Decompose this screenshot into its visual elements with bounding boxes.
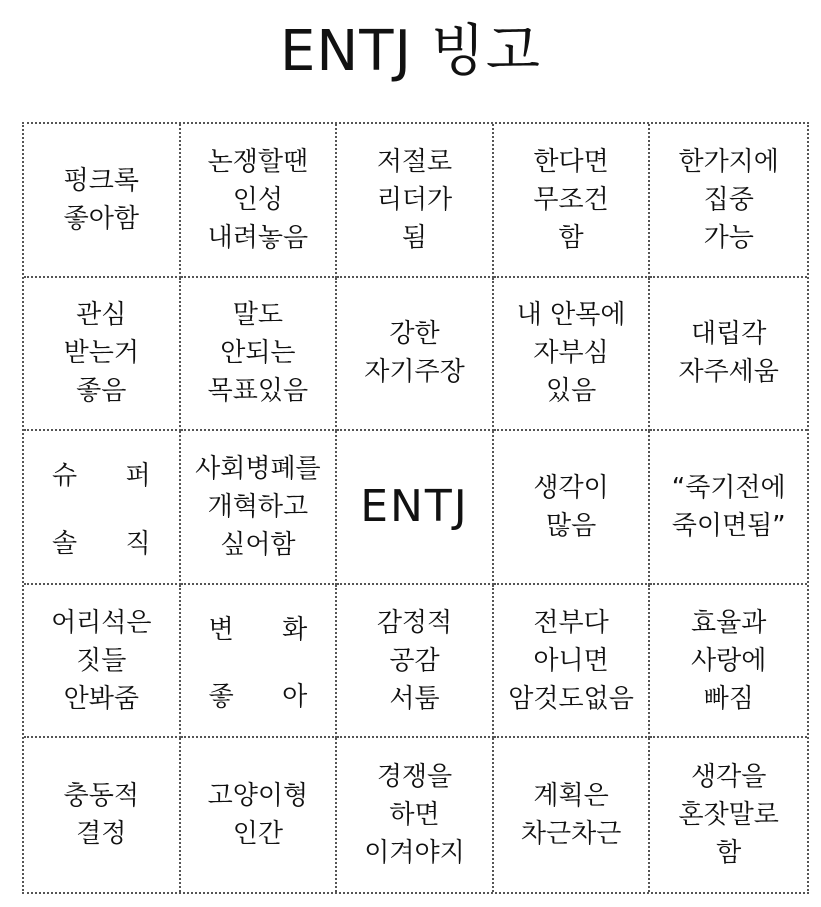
cell-text: 말도: [232, 300, 283, 331]
bingo-cell[interactable]: [337, 278, 494, 432]
cell-text: 이겨야지: [364, 838, 465, 869]
cell-text: 리더가: [376, 184, 453, 215]
cell-text: 안되는: [220, 338, 296, 369]
cell-text: 함: [558, 222, 584, 253]
bingo-cell[interactable]: [24, 124, 181, 278]
cell-text: 안봐줌: [63, 683, 139, 714]
bingo-cell[interactable]: [181, 124, 338, 278]
cell-text: 생각을: [691, 762, 767, 793]
cell-text: 좋음: [76, 376, 127, 407]
bingo-cell[interactable]: [337, 738, 494, 892]
cell-text: 서툼: [389, 683, 440, 714]
bingo-cell[interactable]: [650, 431, 807, 585]
cell-text: 감정적: [376, 607, 453, 638]
cell-text: 가능: [703, 222, 754, 253]
page-title: ENTJ 빙고: [280, 19, 541, 84]
cell-text: 좋: [208, 682, 234, 713]
bingo-cell[interactable]: [181, 738, 338, 892]
bingo-cell[interactable]: [337, 585, 494, 739]
cell-text: 경쟁을: [376, 762, 453, 793]
cell-text: ENTJ: [360, 480, 469, 532]
cell-text: 있음: [545, 376, 597, 407]
cell-text: 한가지에: [678, 146, 779, 177]
bingo-cell[interactable]: [650, 124, 807, 278]
bingo-cell[interactable]: [650, 585, 807, 739]
bingo-cell[interactable]: [337, 124, 494, 278]
cell-text: 집중: [703, 184, 754, 215]
cell-text: 화: [282, 614, 308, 645]
cell-text: 사랑에: [691, 645, 767, 676]
cell-text: 받는거: [63, 338, 139, 369]
bingo-cell[interactable]: [181, 431, 338, 585]
cell-text: 함: [716, 838, 742, 869]
cell-text: 아니면: [533, 645, 609, 676]
bingo-cell[interactable]: [24, 738, 181, 892]
cell-text: 아: [282, 682, 308, 713]
cell-text: 사회병폐를: [195, 453, 321, 484]
cell-text: 전부다: [533, 607, 609, 638]
cell-text: 충동적: [63, 781, 139, 812]
bingo-cell[interactable]: [494, 431, 651, 585]
cell-text: 어리석은: [51, 607, 152, 638]
bingo-cell[interactable]: [494, 278, 651, 432]
cell-text: “죽기전에: [671, 472, 786, 503]
cell-text: 강한: [389, 319, 440, 350]
cell-text: 자주세움: [678, 357, 779, 388]
cell-text: 내려놓음: [207, 222, 309, 253]
cell-text: 하면: [389, 800, 440, 831]
cell-text: 짓들: [76, 645, 127, 676]
bingo-cell[interactable]: [494, 585, 651, 739]
cell-text: 암것도없음: [508, 683, 634, 714]
cell-text: 논쟁할땐: [207, 146, 309, 177]
cell-text: 계획은: [533, 781, 609, 812]
cell-text: 생각이: [533, 472, 609, 503]
cell-text: 저절로: [376, 146, 453, 177]
bingo-cell[interactable]: [494, 738, 651, 892]
cell-text: 대립각: [691, 319, 767, 350]
bingo-cell[interactable]: [494, 124, 651, 278]
cell-text: 죽이면됨”: [671, 510, 786, 541]
cell-text: 슈: [52, 461, 78, 492]
cell-text: 공감: [389, 645, 440, 676]
cell-text: 자기주장: [364, 357, 465, 388]
cell-text: 솔: [52, 528, 78, 559]
bingo-cell[interactable]: [181, 278, 338, 432]
cell-text: 목표있음: [207, 376, 309, 407]
cell-text: 결정: [76, 819, 127, 850]
cell-text: 한다면: [533, 146, 609, 177]
cell-text: 관심: [76, 300, 127, 331]
cell-text: 변: [208, 614, 234, 645]
bingo-cell[interactable]: [24, 431, 181, 585]
cell-text: 차근차근: [520, 819, 622, 850]
bingo-cell[interactable]: [24, 278, 181, 432]
cell-text: 혼잣말로: [678, 800, 779, 831]
cell-text: 직: [125, 528, 151, 559]
cell-text: 빠짐: [703, 683, 754, 714]
cell-text: 개혁하고: [207, 491, 309, 522]
cell-text: 인간: [232, 819, 283, 850]
cell-text: 자부심: [533, 338, 609, 369]
cell-text: 싶어함: [220, 529, 296, 560]
bingo-board: [22, 122, 809, 894]
cell-text: 많음: [545, 510, 597, 541]
cell-text: 효율과: [691, 607, 767, 638]
cell-text: 됨: [401, 222, 428, 253]
cell-text: 인성: [232, 184, 283, 215]
bingo-cell[interactable]: [650, 738, 807, 892]
cell-text: 퍼: [125, 461, 151, 492]
cell-text: 무조건: [533, 184, 609, 215]
cell-text: 좋아함: [63, 203, 139, 234]
bingo-cell[interactable]: [650, 278, 807, 432]
cell-text: 펑크록: [63, 165, 139, 196]
bingo-free-cell[interactable]: [337, 431, 494, 585]
cell-text: 내 안목에: [516, 300, 626, 331]
cell-text: 고양이형: [207, 781, 309, 812]
bingo-cell[interactable]: [181, 585, 338, 739]
bingo-cell[interactable]: [24, 585, 181, 739]
